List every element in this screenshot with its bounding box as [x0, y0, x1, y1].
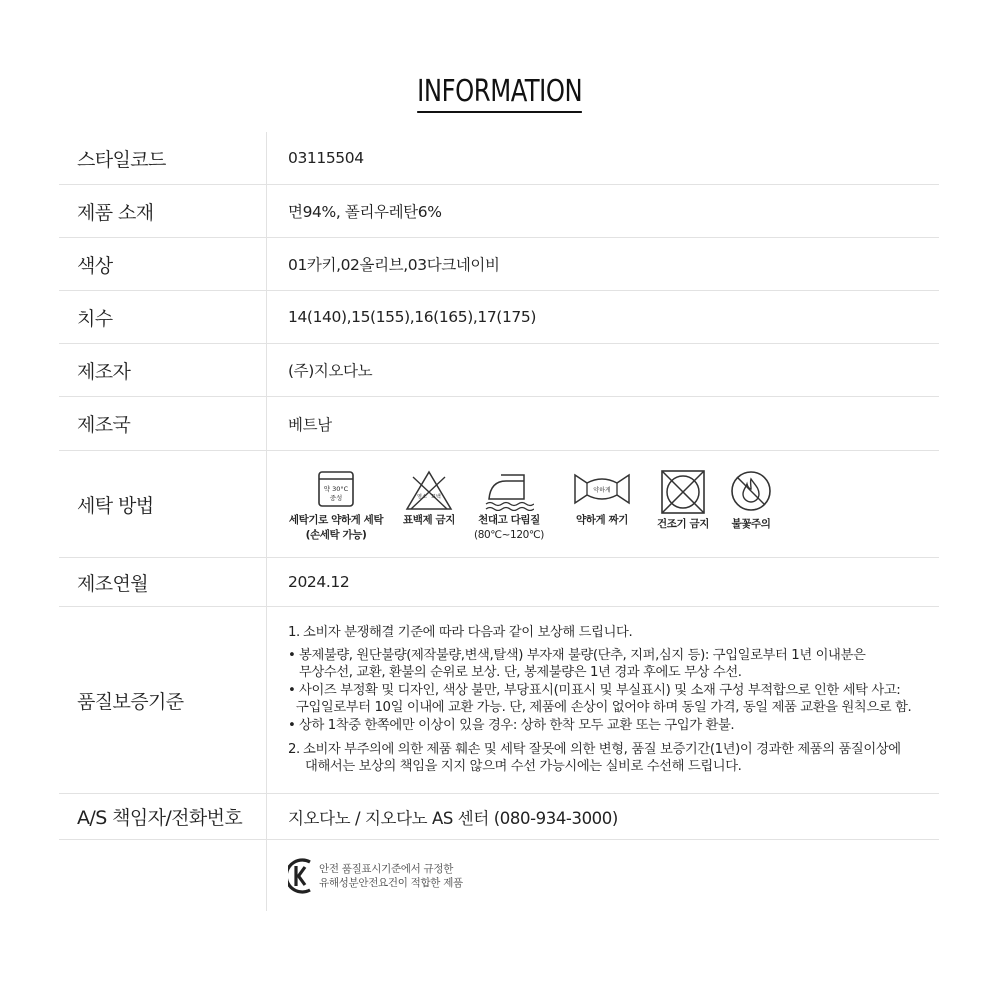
wring-gently-icon [571, 469, 633, 509]
iron-caption-1: 천대고 다림질 [478, 514, 540, 526]
material-value: 면94%, 폴리우레탄6% [288, 203, 442, 221]
care-item-wash [281, 469, 391, 543]
wash-caption-1: 세탁기로 약하게 세탁 [288, 514, 384, 526]
date-value: 2024.12 [288, 573, 350, 591]
quality-bullet-1-cont: 무상수선, 교환, 환불의 순위로 보상. 단, 봉제불량은 1년 경과 후에도 무상 수선. [299, 665, 742, 680]
kc-description [319, 862, 463, 890]
as-label: A/S 책임자/전화번호 [77, 807, 243, 829]
row-wash [59, 451, 939, 558]
kc-mark-text: KC [288, 858, 290, 859]
maker-value: (주)지오다노 [288, 362, 373, 380]
wring-inner-text: 약하게 [593, 487, 611, 494]
no-fire-icon [729, 469, 773, 513]
quality-item-2: 2. 소비자 부주의에 의한 제품 훼손 및 세탁 잘못에 의한 변형, 품질 보증기간(1년)이 경과한 제품의 품질이상에 [288, 742, 901, 757]
dryer-caption: 건조기 금지 [657, 518, 709, 530]
quality-bullet-2: • 사이즈 부정확 및 디자인, 색상 불만, 부당표시(미표시 및 부실표시) 및 소재 구성 부적합으로 인한 세탁 사고: [288, 683, 901, 698]
material-label: 제품 소재 [77, 201, 154, 224]
color-value: 01카키,02올리브,03다크네이비 [288, 256, 500, 274]
care-item-iron [469, 469, 549, 543]
iron-caption-2: (80℃~120℃) [474, 529, 544, 541]
maker-label: 제조자 [77, 360, 131, 383]
bleach-chlorine-text: 염소 [417, 494, 427, 500]
quality-bullet-2-cont: 구입일로부터 10일 이내에 교환 가능. 단, 제품에 손상이 없어야 하며 동일 가격, 동일 제품 교환을 원칙으로 함. [296, 700, 912, 715]
quality-item-1: 1. 소비자 분쟁해결 기준에 따라 다음과 같이 보상해 드립니다. [288, 625, 633, 640]
wring-caption: 약하게 짜기 [576, 514, 628, 526]
care-icons [281, 469, 781, 549]
quality-bullet-3: • 상하 1착중 한쪽에만 이상이 있을 경우: 상하 한착 모두 교환 또는 구입가 환불. [288, 718, 735, 733]
quality-item-2-cont: 대해서는 보상의 책임을 지지 않으며 수선 가능시에는 실비로 수선해 드립니다. [305, 759, 742, 774]
kc-line-1: 안전 품질표시기준에서 규정한 [319, 863, 454, 875]
color-label: 색상 [77, 254, 113, 277]
fire-caption: 불꽃주의 [731, 518, 771, 530]
care-item-wring [561, 469, 643, 528]
kc-line-2: 유해성분안전요건이 적합한 제품 [319, 877, 463, 889]
row-material [59, 185, 939, 238]
date-label: 제조연월 [77, 572, 149, 595]
row-maker [59, 344, 939, 397]
wash-label: 세탁 방법 [77, 494, 154, 517]
row-size [59, 291, 939, 344]
kc-mark-icon [288, 858, 312, 894]
style-code-value: 03115504 [288, 149, 364, 167]
row-style-code [59, 132, 939, 185]
row-date [59, 558, 939, 607]
care-item-fire [721, 469, 781, 532]
iron-cloth-icon [484, 469, 534, 511]
page-title: INFORMATION [417, 74, 582, 113]
care-item-dryer [643, 469, 723, 532]
row-quality [59, 607, 939, 794]
no-bleach-icon [403, 469, 455, 511]
no-tumble-dry-icon [660, 469, 706, 515]
bleach-bleach-text: 표백 [431, 494, 441, 500]
quality-text [288, 624, 938, 775]
country-value: 베트남 [288, 415, 332, 434]
wash-caption-2: (손세탁 가능) [305, 529, 367, 541]
row-color [59, 238, 939, 291]
as-value: 지오다노 / 지오다노 AS 센터 (080-934-3000) [288, 808, 618, 828]
page-title-wrap [0, 74, 1000, 113]
care-item-bleach [393, 469, 465, 528]
bleach-caption: 표백제 금지 [403, 514, 455, 526]
quality-label: 품질보증기준 [77, 690, 184, 713]
size-label: 치수 [77, 307, 113, 330]
country-label: 제조국 [77, 414, 131, 436]
row-country [59, 397, 939, 451]
row-as [59, 794, 939, 840]
row-kc [59, 840, 939, 911]
quality-bullet-1: • 봉제불량, 원단불량(제작불량,변색,탈색) 부자재 불량(단추, 지퍼,심지 등): 구입일로부터 1년 이내분은 [288, 648, 866, 663]
style-code-label: 스타일코드 [77, 148, 166, 171]
wash-temp-text: 약 30°C [323, 485, 349, 493]
wash-30-icon [316, 469, 356, 509]
size-value: 14(140),15(155),16(165),17(175) [288, 308, 536, 326]
wash-neutral-text: 중성 [329, 494, 343, 502]
kc-certification [288, 858, 463, 894]
